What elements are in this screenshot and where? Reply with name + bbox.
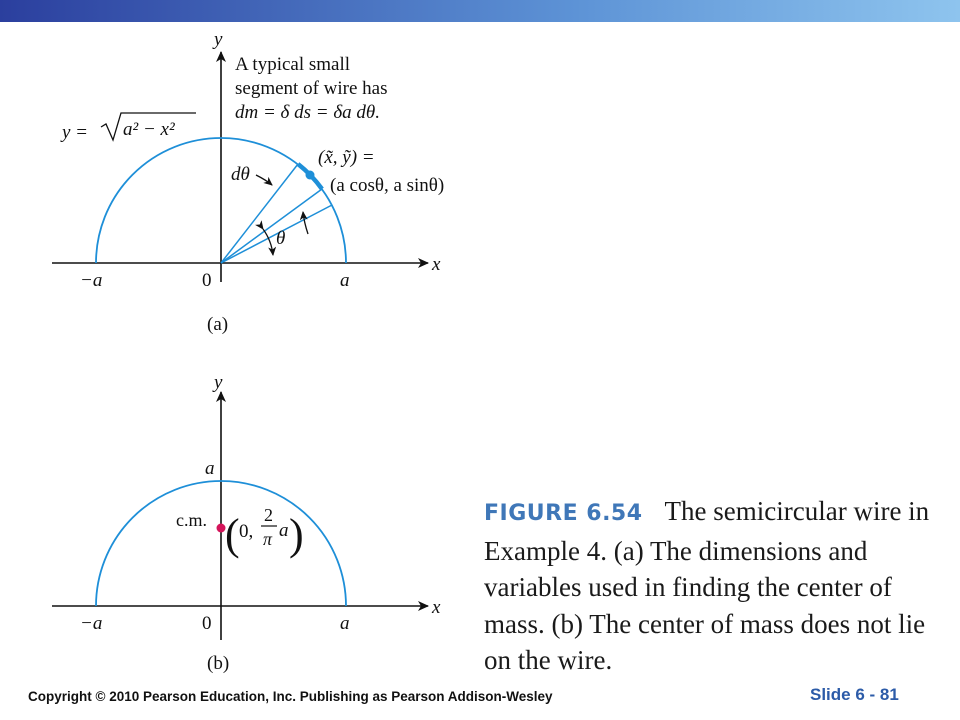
pos-a-label-b: a [340, 613, 350, 634]
curve-eq-lhs: y = [62, 122, 89, 143]
y-label-b: y [214, 372, 223, 393]
panel-label-b: (b) [207, 653, 230, 674]
panel-label-a: (a) [207, 314, 229, 335]
cm-open-paren: ( [225, 510, 240, 559]
point-line-1: (x̃, ỹ) = [318, 147, 375, 168]
theta-label: θ [276, 228, 286, 249]
segment-point [306, 171, 315, 180]
neg-a-label-a: −a [80, 270, 103, 291]
cm-frac-num: 2 [264, 505, 273, 525]
pos-a-label-a: a [340, 270, 350, 291]
figure-caption [484, 493, 934, 679]
theta-arc [263, 229, 273, 255]
y-label-a: y [214, 29, 223, 50]
cm-label: c.m. [176, 510, 207, 530]
figure-a [52, 29, 444, 335]
cm-coord-prefix: 0, [239, 521, 254, 542]
x-label-a: x [432, 254, 441, 275]
dtheta-arrow-right [303, 212, 308, 234]
annotation-line-3: dm = δ ds = δa dθ. [235, 102, 381, 123]
cm-frac-den: π [263, 529, 273, 549]
origin-label-b: 0 [202, 613, 212, 634]
radius-line-2 [221, 189, 322, 263]
point-line-2: (a cosθ, a sinθ) [330, 175, 445, 196]
cm-close-paren: ) [289, 510, 304, 559]
curve-eq-rhs: a² − x² [123, 119, 175, 140]
annotation-line-2: segment of wire has [235, 78, 388, 99]
annotation-line-1: A typical small [235, 54, 351, 75]
figure-b [52, 372, 441, 674]
copyright-notice: Copyright © 2010 Pearson Education, Inc. Publishing as Pearson Addison-Wesley [28, 689, 553, 704]
neg-a-label-b: −a [80, 613, 103, 634]
dtheta-arrow-left [256, 175, 272, 185]
x-label-b: x [432, 597, 441, 618]
origin-label-a: 0 [202, 270, 212, 291]
top-a-label: a [205, 458, 215, 479]
dtheta-label: dθ [231, 164, 250, 185]
figure-number: FIGURE 6.54 [484, 501, 643, 526]
caption-text: The semicircular wire in Example 4. (a) The dimensions and variables used in finding the center of mass. (b) The center of mass does not lie on the wire. [484, 496, 930, 675]
cm-coord-suffix: a [279, 520, 289, 541]
slide-number: Slide 6 - 81 [810, 685, 899, 704]
